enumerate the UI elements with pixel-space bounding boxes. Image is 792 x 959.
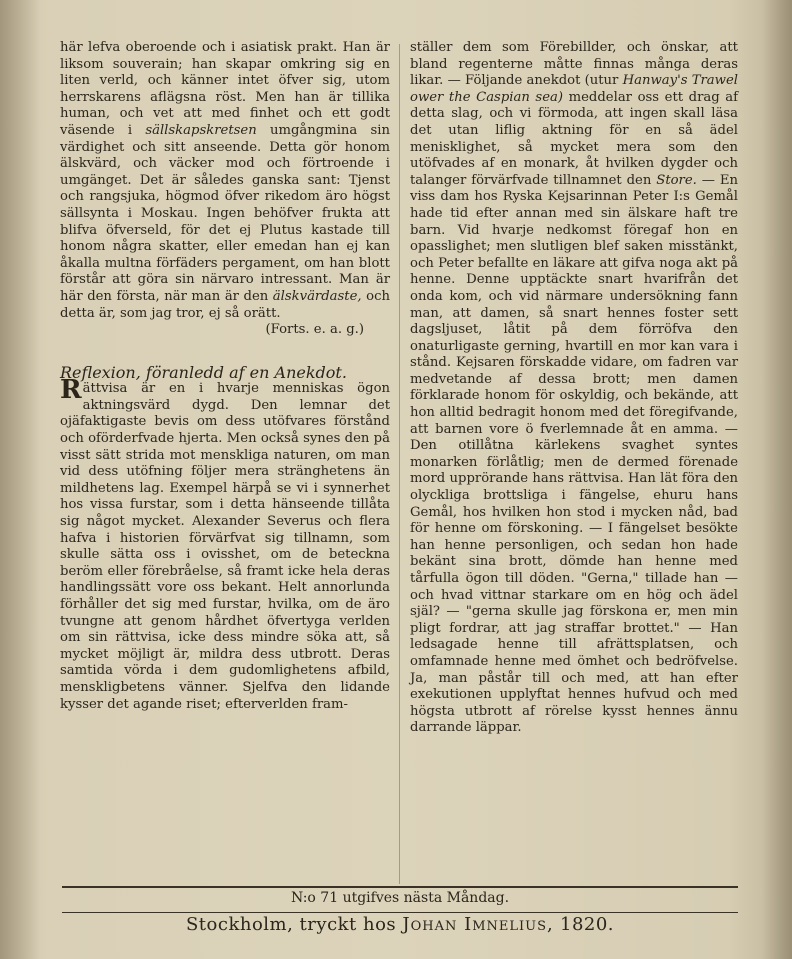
- footer-rule-top: [62, 886, 738, 888]
- right-paragraph-1: [410, 40, 738, 737]
- left-para1-italic2: älskvärdaste,: [272, 288, 362, 304]
- right-para1-a: ställer dem som Förebillder, och önskar, att bland regenterne måtte finnas många deras likar. — Följande anekdot (utur: [410, 40, 738, 89]
- right-para1-c: — En viss dam hos Ryska Kejsarinnan Peter I:s Gemål hade tid efter annan med sin älskare haft tre barn. Vid hvarje nedkomst föregaf hon en opasslighet; men slutligen blef saken misstänkt, och Peter befallte en läkare att gifva noga akt på henne. Denne upptäckte snart hvarifrån det onda kom, och vid närmare undersökning fann man, att damen, så snart hennes foster sett dagsljuset, låtit på dem förröfva den onaturligaste gerning, hvartill en mor kan vara i stånd. Kejsaren förskadde vidare, om fadren var medvetande af dessa brott; men damen förklarade honom för oskyldig, och bekände, att hon alltid bedragit honom med det föregifvande, att barnen vore ö fverlemnade åt en amma. — Den otillåtna kärlekens svaghet syntes monarken förlåtlig; men de dermed förenade mord upprörande hans rättvisa. Han lät föra den olyckliga brottsliga i fängelse, ehuru hans Gemål, hos hvilken hon stod i mycken nåd, bad för henne om förskoning. — I fängelset besökte han henne personligen, och sedan hon hade bekänt sina brott, dömde han henne med tårfulla ögon till döden. "Gerna," tillade han — och hvad vittnar starkare om en hög och ädel själ? — "gerna skulle jag förskona er, men min pligt fordrar, att jag straffar brottet." — Han ledsagade henne till afrättsplatsen, och omfamnade henne med ömhet och bedröfvelse. Ja, man påstår till och med, att han efter exekutionen upplyftat hennes hufvud och med högsta utbrott af rörelse kysst hennes ännu darrande läppar.: [410, 172, 738, 736]
- binding-shadow: [0, 0, 40, 959]
- left-paragraph-2: [60, 375, 390, 713]
- article-heading: Reflexion, föranledd af en Anekdot.: [60, 362, 347, 382]
- imprint-place: Stockholm, tryckt hos: [185, 914, 397, 935]
- drop-cap: R: [60, 375, 82, 406]
- right-para1-italic: Hanway's Trawel ower the Caspian sea): [410, 73, 738, 105]
- footer-rule-bottom: [62, 912, 738, 913]
- left-para1-text: här lefva oberoende och i asiatisk prakt. Han är liksom souverain; han skapar omkring sig en liten verld, och känner intet öfver sig, utom herrskarens aflägsna röst. Men han är tillika human, och vet att med finhet och ett godt väsende i: [60, 40, 390, 138]
- left-paragraph-1: [60, 40, 390, 322]
- imprint-printer: Johan Imnelius,: [402, 914, 554, 935]
- left-para1-italic: sällskapskretsen: [145, 122, 257, 138]
- right-para1-italic2: Store.: [656, 172, 697, 188]
- column-divider: [399, 44, 400, 884]
- left-column: [60, 40, 390, 713]
- left-para1-rest: umgångmina sin värdighet och sitt anseende. Detta gör honom älskvärd, och väcker mod och förtroende i umgänget. Det är således ganska sant: Tjenst och rangsjuka, högmod öfver rikedom äro högst sällsynta i Moskau. Ingen behöfver frukta att blifva öfverseld, för det ej Plutus kastade till honom några skatter, eller emedan han ej kan åkalla multna förfäders pergament, om han blott förstår att göra sin närvaro intressant. Man är här den första, när man är den: [60, 122, 390, 304]
- imprint-line: [62, 914, 738, 935]
- left-para2-text: ättvisa är en i hvarje menniskas ögon aktningsvärd dygd. Den lemnar det ojäfaktigaste bevis om dess utöfvares förstånd och oförderfvade hjerta. Men också synes den på visst sätt strida mot menskliga naturen, om man vid dess utöfning följer mera stränghetens än mildhetens lag. Exempel härpå se vi i synnerhet hos vissa furstar, som i detta hänseende tillåta sig något mycket. Alexander Severus och flera hafva i historien förvärfvat sig tillnamn, som skulle sätta oss i ovisshet, om de beteckna beröm eller förebråelse, så framt icke hela deras handlingssätt vore oss bekant. Helt annorlunda förhåller det sig med furstar, hvilka, om de äro tvungne att genom hårdhet öfvertyga verlden om sin rättvisa, icke dess mindre söka att, så mycket möjligt är, mildra dess utbrott. Deras samtida vörda i dem gudomlighetens afbild, menskligbetens vänner. Sjelfva den lidande kysser det agande riset; efterverlden fram-: [60, 381, 390, 712]
- continued-note: (Forts. e. a. g.): [265, 322, 364, 338]
- edge-shadow: [762, 0, 792, 959]
- right-para1-b: meddelar oss ett drag af detta slag, och vi förmoda, att ingen skall läsa det utan liflig aktning för en så ädel menisklighet, så mycket mera som den utöfvades af en monark, åt hvilken dygder och talanger förvärfvade tillnamnet den: [410, 89, 738, 188]
- next-issue-notice: N:o 71 utgifves nästa Måndag.: [290, 890, 510, 906]
- right-column: [410, 40, 738, 737]
- imprint-year: 1820.: [560, 914, 615, 935]
- left-para1-end: och detta är, som jag tror, ej så orätt.: [60, 288, 390, 321]
